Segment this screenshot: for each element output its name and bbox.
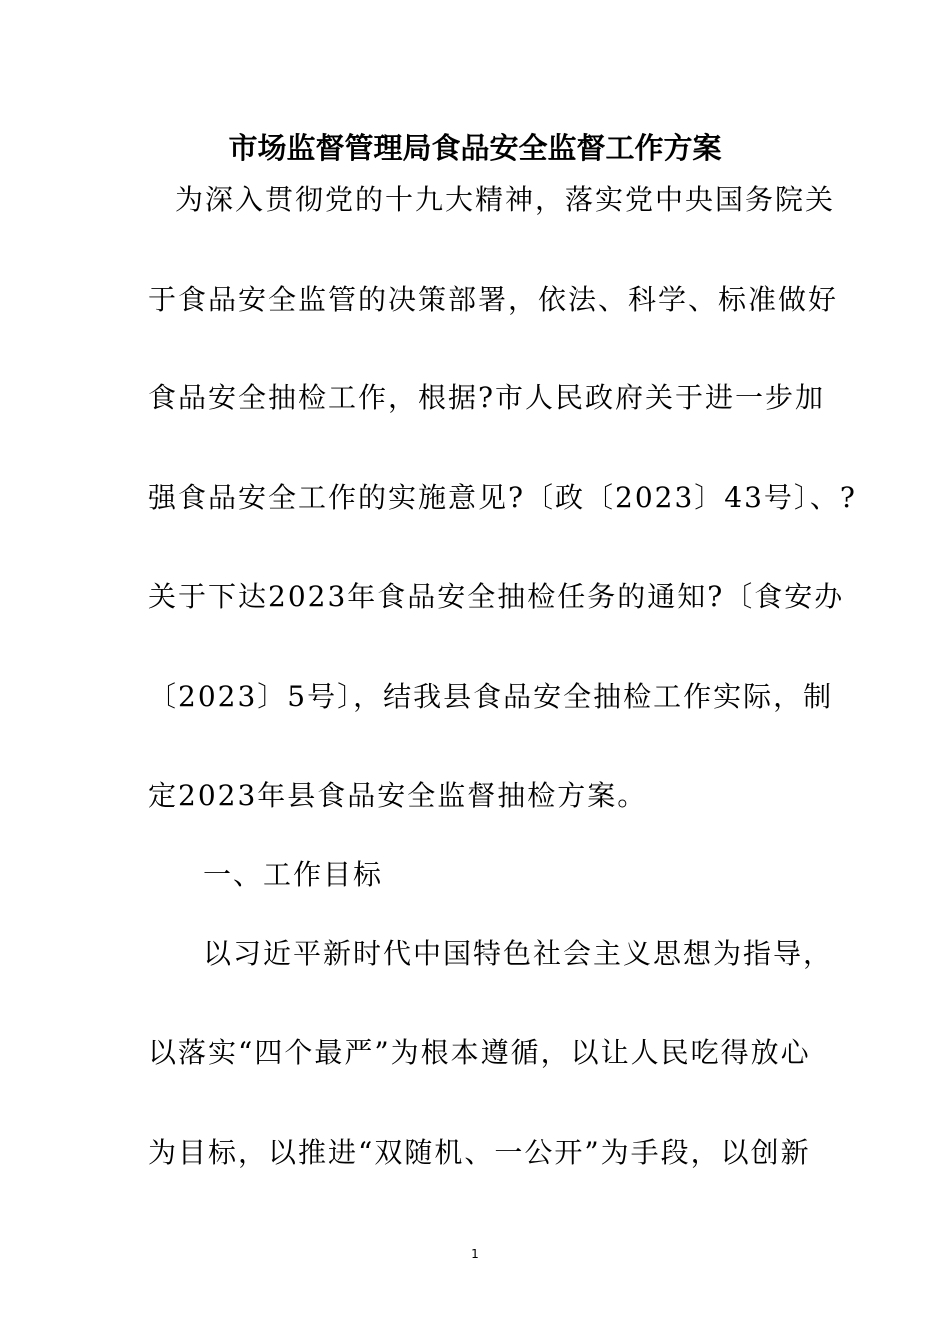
body-line-7: 定2023年县食品安全监督抽检方案。 bbox=[148, 779, 648, 812]
body-line-1: 为深入贯彻党的十九大精神，落实党中央国务院关 bbox=[175, 183, 836, 216]
body-line-3: 食品安全抽检工作，根据?市人民政府关于进一步加 bbox=[148, 381, 826, 414]
body-line-2: 于食品安全监管的决策部署，依法、科学、标准做好 bbox=[148, 283, 839, 316]
body-line-9: 以习近平新时代中国特色社会主义思想为指导， bbox=[203, 937, 834, 970]
document-title: 市场监督管理局食品安全监督工作方案 bbox=[228, 131, 722, 165]
body-line-4: 强食品安全工作的实施意见?〔政〔2023〕43号〕、? bbox=[148, 481, 857, 514]
section-heading: 一、工作目标 bbox=[203, 858, 384, 891]
body-line-11: 为目标，以推进“双随机、一公开”为手段，以创新 bbox=[148, 1136, 811, 1169]
body-line-10: 以落实“四个最严”为根本遵循，以让人民吃得放心 bbox=[148, 1036, 811, 1069]
page-number: 1 bbox=[471, 1247, 479, 1261]
body-line-6: 〔2023〕5号〕，结我县食品安全抽检工作实际，制 bbox=[148, 680, 834, 713]
body-line-5: 关于下达2023年食品安全抽检任务的通知?〔食安办 bbox=[148, 580, 845, 613]
